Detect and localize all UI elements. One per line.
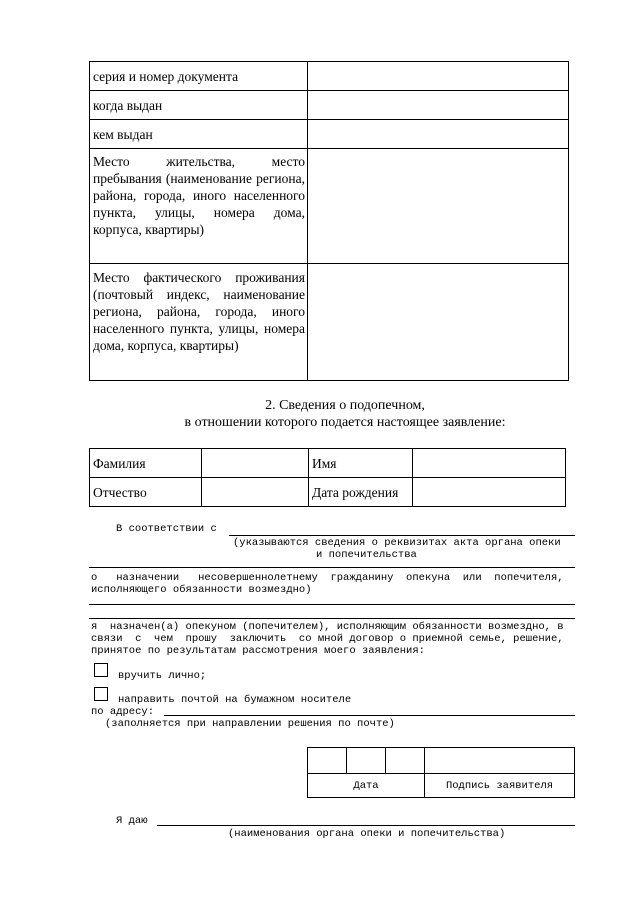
date-day-cell[interactable] bbox=[308, 748, 347, 774]
label-residence-address: Место жительства, место пребывания (наименование региона, района, города, иного населенного пункта, улицы, номера дома, корпуса, квартиры) bbox=[90, 149, 308, 264]
label-birthdate: Дата рождения bbox=[309, 478, 413, 507]
date-signature-table bbox=[307, 747, 575, 798]
date-label: Дата bbox=[308, 774, 425, 798]
act-details-line[interactable] bbox=[229, 535, 575, 536]
field-residence-address[interactable] bbox=[308, 149, 569, 264]
option-in-person-checkbox[interactable] bbox=[94, 663, 108, 677]
label-name: Имя bbox=[309, 449, 413, 478]
section-2-title-line1: 2. Сведения о подопечном, bbox=[265, 398, 425, 413]
blank-line-1[interactable] bbox=[89, 604, 575, 605]
address-label: по адресу: bbox=[91, 706, 155, 718]
signature-label: Подпись заявителя bbox=[425, 774, 575, 798]
label-patronymic: Отчество bbox=[90, 478, 202, 507]
date-year-cell[interactable] bbox=[386, 748, 425, 774]
date-month-cell[interactable] bbox=[347, 748, 386, 774]
field-surname[interactable] bbox=[202, 449, 309, 478]
signature-cell[interactable] bbox=[425, 748, 575, 774]
label-actual-address: Место фактического проживания (почтовый индекс, наименование региона, района, города, иного населенного пункта, улицы, номера дома, корпуса, квартиры) bbox=[90, 264, 308, 381]
label-issued-by: кем выдан bbox=[90, 120, 308, 149]
option-in-person-label: вручить лично; bbox=[118, 670, 207, 682]
label-document-series-number: серия и номер документа bbox=[90, 62, 308, 91]
para2-line1: я назначен(а) опекуном (попечителем), исполняющим обязанности возмездно, в bbox=[91, 621, 564, 633]
field-issued-by[interactable] bbox=[308, 120, 569, 149]
act-details-hint-line1: (указываются сведения о реквизитах акта органа опеки bbox=[233, 537, 561, 549]
act-details-line-2[interactable] bbox=[89, 567, 575, 568]
para1-line2: исполняющего обязанности возмездно) bbox=[91, 584, 312, 596]
para2-line2: связи с чем прошу заключить со мной договор о приемной семье, решение, bbox=[91, 633, 564, 645]
para1-line1: о назначении несовершеннолетнему гражданину опекуна или попечителя, bbox=[91, 572, 564, 584]
consent-field-line[interactable] bbox=[157, 825, 575, 826]
label-surname: Фамилия bbox=[90, 449, 202, 478]
act-details-hint-line2: и попечительства bbox=[316, 549, 417, 561]
field-actual-address[interactable] bbox=[308, 264, 569, 381]
address-field-line[interactable] bbox=[164, 715, 575, 716]
option-by-mail-label: направить почтой на бумажном носителе bbox=[118, 694, 352, 706]
section-2-title-line2: в отношении которого подается настоящее заявление: bbox=[184, 415, 506, 430]
field-issue-date[interactable] bbox=[308, 91, 569, 120]
field-patronymic[interactable] bbox=[202, 478, 309, 507]
blank-line-2[interactable] bbox=[89, 618, 575, 619]
address-hint: (заполняется при направлении решения по почте) bbox=[105, 718, 395, 730]
ward-info-table bbox=[89, 448, 566, 507]
para2-line3: принятое по результатам рассмотрения моего заявления: bbox=[91, 645, 425, 657]
consent-hint: (наименования органа опеки и попечительства) bbox=[228, 828, 506, 840]
field-document-series-number[interactable] bbox=[308, 62, 569, 91]
consent-label: Я даю bbox=[116, 815, 148, 827]
statement-intro: В соответствии с bbox=[116, 523, 217, 535]
field-name[interactable] bbox=[413, 449, 566, 478]
field-birthdate[interactable] bbox=[413, 478, 566, 507]
label-issue-date: когда выдан bbox=[90, 91, 308, 120]
option-by-mail-checkbox[interactable] bbox=[94, 687, 108, 701]
applicant-document-table bbox=[89, 61, 569, 381]
